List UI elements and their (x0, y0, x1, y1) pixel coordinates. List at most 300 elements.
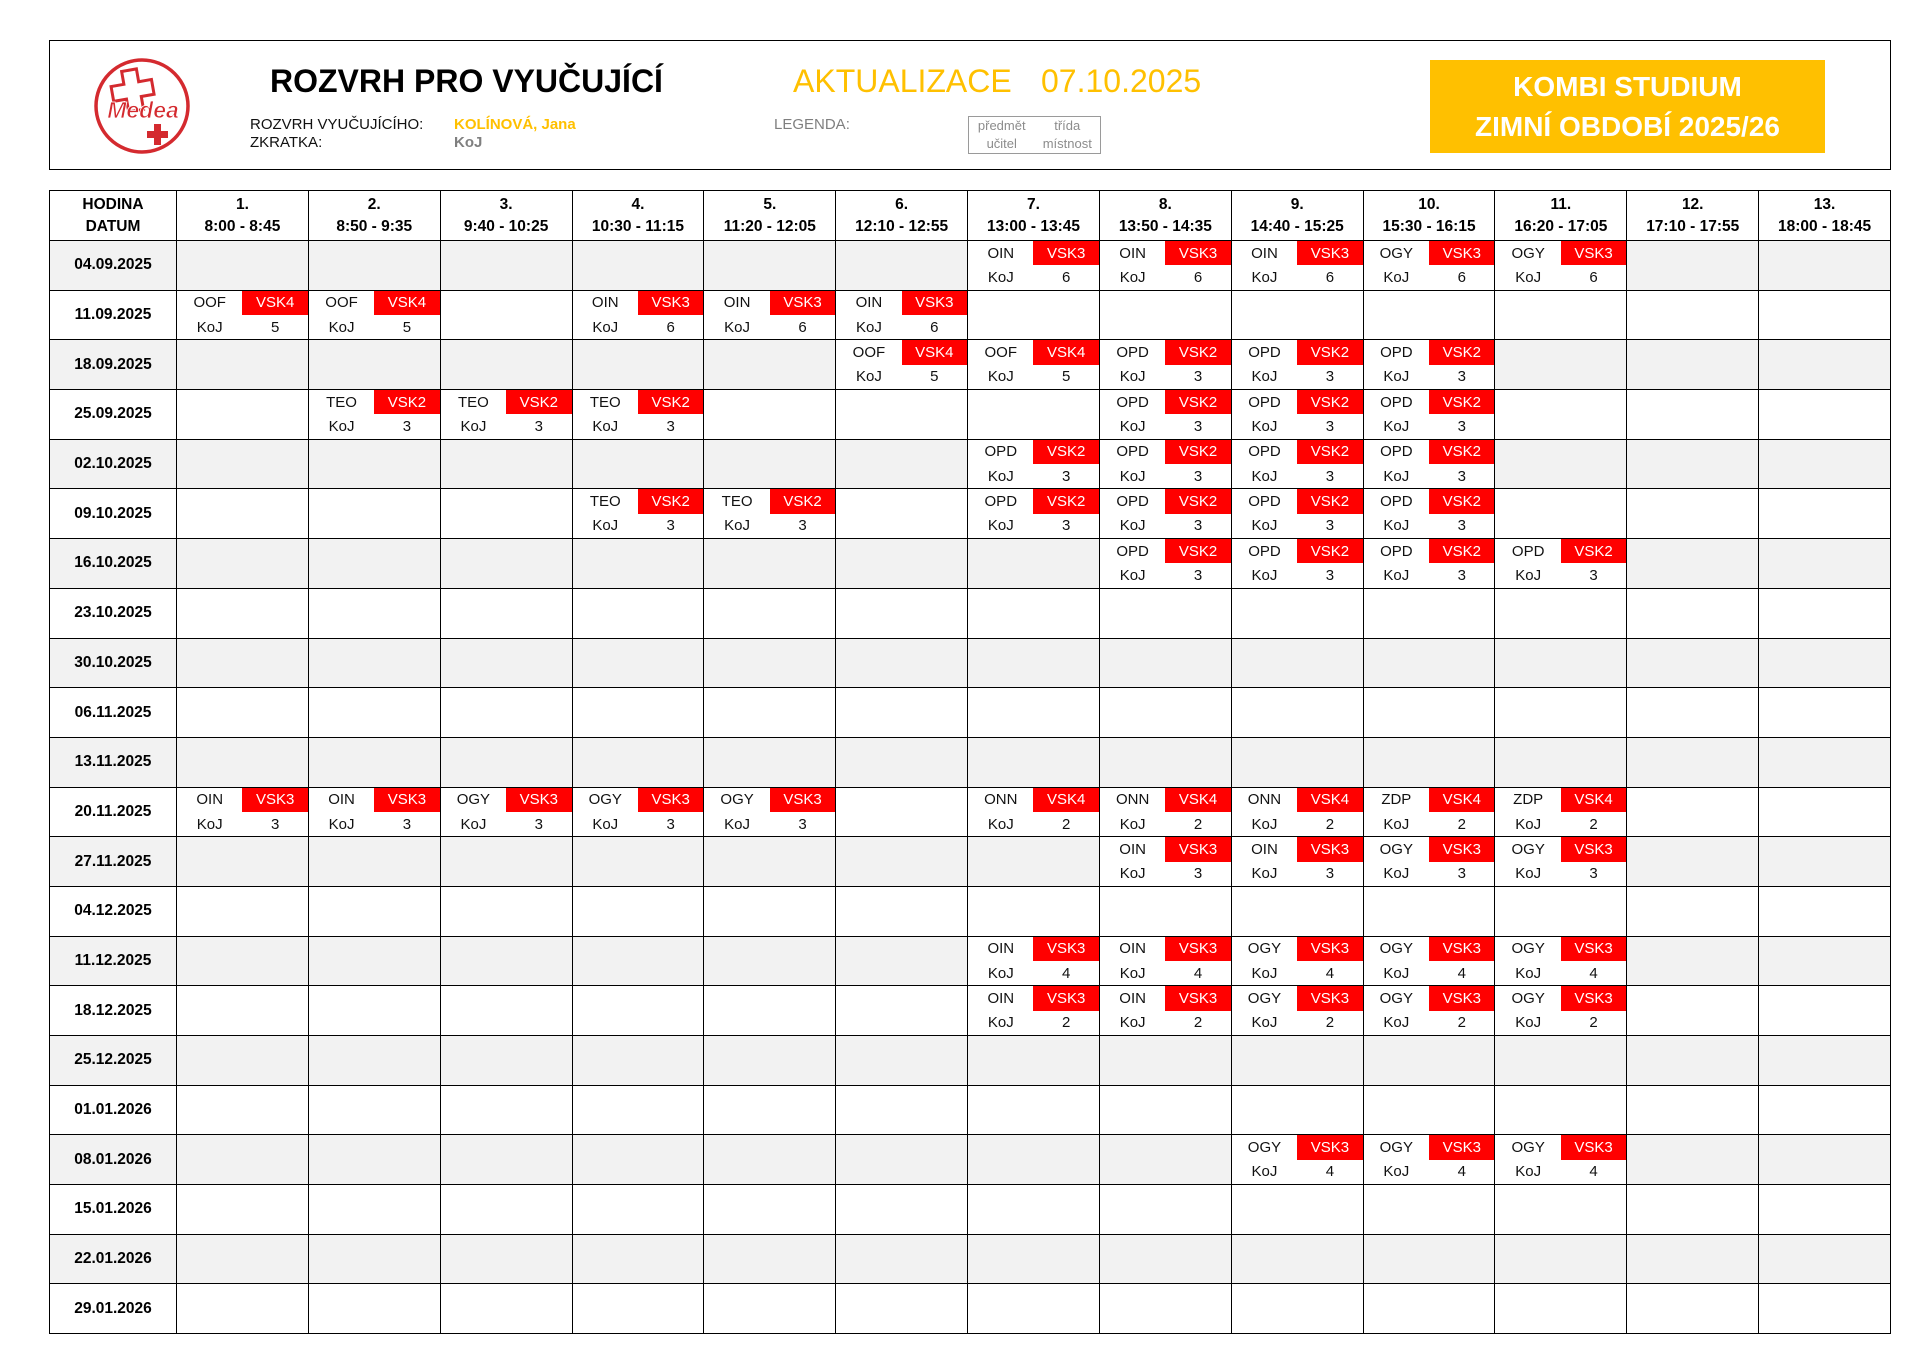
lesson-cell (177, 788, 309, 838)
schedule-cell-empty (309, 639, 441, 689)
date-cell (50, 241, 177, 291)
schedule-cell-empty (1232, 291, 1364, 341)
schedule-cell-empty (836, 1185, 968, 1235)
period-number: 4. (631, 195, 645, 213)
period-header-cell (968, 191, 1100, 241)
teacher-abbreviation: KoJ (454, 134, 483, 151)
schedule-cell-empty (1495, 340, 1627, 390)
date-label: 20.11.2025 (74, 802, 152, 820)
lesson-class-badge: VSK2 (374, 390, 439, 414)
lesson-room: 2 (1589, 1014, 1598, 1032)
schedule-cell-empty (836, 788, 968, 838)
date-label: 27.11.2025 (74, 852, 152, 870)
lesson-class-badge: VSK2 (770, 489, 835, 513)
schedule-cell-empty (309, 837, 441, 887)
lesson-teacher: KoJ (1251, 964, 1278, 982)
schedule-cell-empty (1627, 887, 1759, 937)
lesson-room: 3 (1325, 865, 1335, 883)
period-number: 6. (895, 195, 909, 213)
lesson-cell (704, 291, 836, 341)
date-label: 25.12.2025 (74, 1051, 152, 1069)
schedule-cell-empty (704, 390, 836, 440)
lesson-class-badge: VSK2 (1165, 539, 1230, 563)
schedule-cell-empty (968, 639, 1100, 689)
lesson-class-badge: VSK3 (770, 788, 835, 812)
lesson-cell (309, 291, 441, 341)
lesson-room: 5 (402, 318, 412, 336)
lesson-teacher: KoJ (1383, 815, 1410, 833)
period-time: 16:20 - 17:05 (1514, 217, 1608, 235)
lesson-room: 4 (1325, 1163, 1335, 1181)
lesson-teacher: KoJ (1251, 269, 1278, 287)
lesson-subject: OIN (328, 791, 355, 809)
page-title: ROZVRH PRO VYUČUJÍCÍ (270, 63, 663, 99)
lesson-class-badge: VSK2 (1297, 489, 1362, 513)
date-cell (50, 738, 177, 788)
schedule-cell-empty (573, 639, 705, 689)
lesson-teacher: KoJ (196, 815, 223, 833)
schedule-cell-empty (704, 837, 836, 887)
schedule-cell-empty (309, 887, 441, 937)
lesson-class-badge: VSK3 (1561, 937, 1626, 961)
lesson-subject: OIN (1251, 840, 1278, 858)
lesson-teacher: KoJ (328, 318, 355, 336)
lesson-teacher: KoJ (1383, 269, 1410, 287)
schedule-cell-empty (1759, 440, 1891, 490)
schedule-cell-empty (573, 539, 705, 589)
schedule-cell-empty (1495, 390, 1627, 440)
lesson-room: 6 (666, 318, 675, 336)
schedule-cell-empty (573, 1185, 705, 1235)
period-number: 7. (1027, 195, 1040, 213)
lesson-room: 4 (1589, 1163, 1598, 1181)
schedule-cell-empty (1364, 1086, 1496, 1136)
schedule-grid (49, 190, 1891, 1334)
lesson-cell (968, 340, 1100, 390)
schedule-cell-empty (836, 1036, 968, 1086)
lesson-room: 3 (1457, 517, 1466, 535)
lesson-subject: OPD (1248, 344, 1281, 362)
lesson-class-badge: VSK2 (1165, 340, 1230, 364)
period-time: 8:50 - 9:35 (336, 217, 413, 235)
date-label: 22.01.2026 (74, 1250, 152, 1268)
schedule-cell-empty (1495, 440, 1627, 490)
schedule-cell-empty (1759, 837, 1891, 887)
lesson-class-badge: VSK3 (1429, 1135, 1494, 1159)
schedule-cell-empty (1364, 639, 1496, 689)
date-cell (50, 440, 177, 490)
schedule-cell-empty (1232, 1284, 1364, 1334)
lesson-teacher: KoJ (987, 964, 1014, 982)
schedule-cell-empty (441, 440, 573, 490)
lesson-subject: OGY (456, 791, 491, 809)
lesson-room: 3 (798, 815, 807, 833)
schedule-cell-empty (309, 1284, 441, 1334)
update-label: AKTUALIZACE (793, 63, 1012, 99)
lesson-subject: OIN (1119, 989, 1146, 1007)
lesson-teacher: KoJ (1119, 865, 1146, 883)
lesson-cell (1100, 788, 1232, 838)
schedule-cell-empty (177, 241, 309, 291)
schedule-cell-empty (441, 986, 573, 1036)
lesson-subject: OGY (588, 791, 622, 809)
lesson-teacher: KoJ (1119, 368, 1146, 386)
lesson-cell (1495, 539, 1627, 589)
schedule-cell-empty (1495, 639, 1627, 689)
schedule-cell-empty (1627, 1235, 1759, 1285)
lesson-cell (836, 340, 968, 390)
lesson-room: 3 (402, 418, 412, 436)
schedule-cell-empty (704, 887, 836, 937)
date-label: 11.12.2025 (74, 951, 152, 969)
date-cell (50, 688, 177, 738)
date-label: 08.01.2026 (74, 1150, 152, 1168)
period-number: 5. (763, 195, 777, 213)
legend-class: třída (1054, 118, 1081, 133)
schedule-cell-empty (1364, 1185, 1496, 1235)
lesson-subject: OGY (1247, 940, 1282, 958)
lesson-class-badge: VSK3 (1429, 837, 1494, 861)
lesson-teacher: KoJ (1383, 368, 1410, 386)
schedule-cell-empty (573, 688, 705, 738)
schedule-cell-empty (1495, 887, 1627, 937)
schedule-cell-empty (704, 1086, 836, 1136)
lesson-subject: OPD (1248, 393, 1281, 411)
lesson-cell (968, 440, 1100, 490)
lesson-cell (1232, 837, 1364, 887)
schedule-cell-empty (704, 1185, 836, 1235)
schedule-cell-empty (309, 340, 441, 390)
lesson-teacher: KoJ (1251, 467, 1278, 485)
schedule-cell-empty (704, 241, 836, 291)
schedule-cell-empty (836, 837, 968, 887)
schedule-cell-empty (309, 1185, 441, 1235)
schedule-cell-empty (968, 589, 1100, 639)
schedule-cell-empty (1627, 986, 1759, 1036)
schedule-cell-empty (573, 1036, 705, 1086)
lesson-cell (1232, 1135, 1364, 1185)
lesson-cell (968, 986, 1100, 1036)
schedule-cell-empty (573, 1086, 705, 1136)
lesson-subject: OGY (1511, 940, 1545, 958)
schedule-cell-empty (968, 688, 1100, 738)
period-time: 9:40 - 10:25 (463, 217, 549, 235)
lesson-teacher: KoJ (1383, 1163, 1410, 1181)
schedule-cell-empty (441, 1135, 573, 1185)
period-time: 10:30 - 11:15 (591, 217, 685, 235)
schedule-cell-empty (1759, 291, 1891, 341)
lesson-teacher: KoJ (592, 418, 619, 436)
lesson-teacher: KoJ (1119, 517, 1146, 535)
lesson-room: 2 (1457, 1014, 1466, 1032)
schedule-cell-empty (704, 539, 836, 589)
lesson-subject: OPD (984, 443, 1018, 461)
period-number: 8. (1158, 195, 1172, 213)
schedule-cell-empty (177, 986, 309, 1036)
schedule-cell-empty (441, 1235, 573, 1285)
schedule-cell-empty (1627, 688, 1759, 738)
lesson-teacher: KoJ (1383, 964, 1410, 982)
schedule-cell-empty (836, 1235, 968, 1285)
lesson-room: 5 (1062, 368, 1071, 386)
lesson-teacher: KoJ (724, 318, 751, 336)
lesson-cell (1364, 837, 1496, 887)
lesson-subject: OGY (1379, 989, 1413, 1007)
lesson-teacher: KoJ (1119, 964, 1146, 982)
schedule-cell-empty (573, 986, 705, 1036)
lesson-cell (1495, 241, 1627, 291)
schedule-cell-empty (441, 589, 573, 639)
period-number: 1. (235, 195, 249, 213)
lesson-class-badge: VSK2 (638, 489, 703, 513)
lesson-class-badge: VSK3 (1165, 937, 1230, 961)
lesson-class-badge: VSK3 (242, 788, 307, 812)
lesson-cell (1100, 390, 1232, 440)
lesson-room: 6 (1325, 269, 1335, 287)
schedule-cell-empty (704, 589, 836, 639)
legend-box (968, 116, 1101, 154)
schedule-cell-empty (1100, 291, 1232, 341)
schedule-cell-empty (309, 1235, 441, 1285)
schedule-cell-empty (836, 1284, 968, 1334)
period-time: 15:30 - 16:15 (1382, 217, 1476, 235)
lesson-class-badge: VSK3 (1033, 986, 1098, 1010)
schedule-cell-empty (1495, 738, 1627, 788)
schedule-cell-empty (573, 1284, 705, 1334)
lesson-class-badge: VSK2 (1429, 539, 1494, 563)
date-cell (50, 1135, 177, 1185)
lesson-class-badge: VSK3 (1297, 241, 1362, 265)
schedule-cell-empty (1495, 1185, 1627, 1235)
lesson-room: 3 (666, 418, 675, 436)
lesson-room: 5 (270, 318, 280, 336)
lesson-subject: OIN (987, 940, 1015, 958)
period-time: 8:00 - 8:45 (204, 217, 281, 235)
lesson-teacher: KoJ (1119, 567, 1146, 585)
date-cell (50, 390, 177, 440)
period-header-cell (704, 191, 836, 241)
schedule-cell-empty (441, 291, 573, 341)
lesson-teacher: KoJ (196, 318, 223, 336)
lesson-subject: OOF (325, 294, 358, 312)
schedule-cell-empty (1495, 291, 1627, 341)
lesson-cell (1232, 390, 1364, 440)
lesson-room: 6 (1589, 269, 1598, 287)
lesson-class-badge: VSK4 (1033, 788, 1098, 812)
lesson-subject: OPD (1248, 443, 1281, 461)
schedule-cell-empty (968, 539, 1100, 589)
schedule-cell-empty (968, 1086, 1100, 1136)
schedule-cell-empty (1759, 1135, 1891, 1185)
lesson-class-badge: VSK4 (1429, 788, 1494, 812)
legend-label: LEGENDA: (774, 116, 850, 133)
period-header-cell (1364, 191, 1496, 241)
schedule-cell-empty (836, 1135, 968, 1185)
date-label: 16.10.2025 (74, 554, 152, 572)
period-header-cell (1627, 191, 1759, 241)
date-cell (50, 788, 177, 838)
lesson-subject: OGY (1379, 1139, 1413, 1157)
lesson-teacher: KoJ (460, 418, 487, 436)
lesson-subject: OGY (1379, 940, 1413, 958)
schedule-cell-empty (1627, 1284, 1759, 1334)
lesson-teacher: KoJ (724, 517, 751, 535)
lesson-class-badge: VSK2 (1297, 539, 1362, 563)
lesson-cell (1364, 489, 1496, 539)
schedule-cell-empty (1627, 738, 1759, 788)
schedule-cell-empty (573, 241, 705, 291)
date-label: 18.12.2025 (74, 1001, 152, 1019)
lesson-class-badge: VSK2 (1165, 390, 1230, 414)
lesson-class-badge: VSK2 (1429, 390, 1494, 414)
date-cell (50, 1036, 177, 1086)
date-cell (50, 837, 177, 887)
schedule-cell-empty (704, 639, 836, 689)
schedule-cell-empty (309, 986, 441, 1036)
schedule-cell-empty (1627, 440, 1759, 490)
schedule-cell-empty (441, 738, 573, 788)
date-cell (50, 489, 177, 539)
schedule-cell-empty (573, 340, 705, 390)
lesson-subject: OIN (723, 294, 751, 312)
schedule-cell-empty (704, 340, 836, 390)
lesson-subject: OGY (1511, 840, 1545, 858)
schedule-cell-empty (1364, 1284, 1496, 1334)
date-label: 30.10.2025 (74, 653, 152, 671)
lesson-teacher: KoJ (856, 368, 882, 386)
schedule-cell-empty (836, 1086, 968, 1136)
lesson-teacher: KoJ (987, 368, 1014, 386)
lesson-cell (309, 788, 441, 838)
lesson-class-badge: VSK3 (1297, 986, 1362, 1010)
date-cell (50, 539, 177, 589)
schedule-cell-empty (968, 837, 1100, 887)
period-time: 13:00 - 13:45 (986, 217, 1081, 235)
date-label: 06.11.2025 (74, 703, 152, 721)
lesson-cell (1364, 788, 1496, 838)
period-time: 12:10 - 12:55 (855, 217, 949, 235)
lesson-room: 3 (1193, 418, 1203, 436)
schedule-cell-empty (1364, 688, 1496, 738)
period-header-cell (1232, 191, 1364, 241)
lesson-cell (1495, 937, 1627, 987)
schedule-cell-empty (704, 440, 836, 490)
schedule-cell-empty (1627, 639, 1759, 689)
schedule-cell-empty (177, 1036, 309, 1086)
schedule-cell-empty (1100, 1086, 1232, 1136)
schedule-cell-empty (968, 1036, 1100, 1086)
schedule-cell-empty (1627, 489, 1759, 539)
lesson-teacher: KoJ (987, 815, 1014, 833)
lesson-room: 3 (1325, 418, 1335, 436)
lesson-teacher: KoJ (1383, 418, 1410, 436)
schedule-cell-empty (441, 1284, 573, 1334)
lesson-room: 3 (1325, 567, 1335, 585)
schedule-cell-empty (1364, 1036, 1496, 1086)
schedule-cell-empty (441, 489, 573, 539)
period-number: 11. (1550, 195, 1572, 213)
schedule-cell-empty (1100, 738, 1232, 788)
schedule-cell-empty (1759, 887, 1891, 937)
schedule-cell-empty (177, 1135, 309, 1185)
lesson-class-badge: VSK3 (1297, 837, 1362, 861)
schedule-cell-empty (1232, 1185, 1364, 1235)
schedule-cell-empty (1759, 986, 1891, 1036)
period-header-cell (1495, 191, 1627, 241)
lesson-room: 3 (1193, 467, 1203, 485)
schedule-cell-empty (1232, 1235, 1364, 1285)
schedule-cell-empty (968, 887, 1100, 937)
schedule-cell-empty (441, 937, 573, 987)
schedule-cell-empty (1100, 1185, 1232, 1235)
lesson-teacher: KoJ (1119, 418, 1146, 436)
schedule-cell-empty (704, 986, 836, 1036)
lesson-room: 6 (1193, 269, 1203, 287)
date-cell (50, 1284, 177, 1334)
schedule-cell-empty (836, 738, 968, 788)
lesson-class-badge: VSK4 (242, 291, 307, 315)
schedule-cell-empty (573, 1235, 705, 1285)
schedule-cell-empty (1759, 788, 1891, 838)
lesson-teacher: KoJ (987, 467, 1014, 485)
period-time: 14:40 - 15:25 (1250, 217, 1344, 235)
legend-subject: předmět (977, 118, 1026, 133)
lesson-teacher: KoJ (592, 318, 619, 336)
lesson-room: 4 (1062, 964, 1071, 982)
schedule-cell-empty (309, 1036, 441, 1086)
lesson-teacher: KoJ (1515, 567, 1542, 585)
lesson-room: 5 (930, 368, 939, 386)
lesson-class-badge: VSK2 (1165, 489, 1230, 513)
date-cell (50, 887, 177, 937)
lesson-teacher: KoJ (724, 815, 751, 833)
lesson-subject: OPD (1380, 443, 1413, 461)
lesson-subject: ZDP (1381, 791, 1412, 809)
lesson-class-badge: VSK3 (1561, 986, 1626, 1010)
schedule-cell-empty (309, 489, 441, 539)
lesson-class-badge: VSK4 (1165, 788, 1230, 812)
schedule-cell-empty (968, 390, 1100, 440)
schedule-cell-empty (177, 837, 309, 887)
badge-line-study: KOMBI STUDIUM (1513, 70, 1742, 102)
schedule-cell-empty (704, 738, 836, 788)
schedule-cell-empty (441, 539, 573, 589)
schedule-cell-empty (1232, 589, 1364, 639)
lesson-room: 2 (1325, 1014, 1335, 1032)
lesson-room: 3 (270, 815, 280, 833)
lesson-teacher: KoJ (856, 318, 882, 336)
lesson-teacher: KoJ (1251, 865, 1278, 883)
date-cell (50, 589, 177, 639)
schedule-cell-empty (573, 589, 705, 639)
lesson-cell (1100, 241, 1232, 291)
period-time: 13:50 - 14:35 (1118, 217, 1212, 235)
schedule-cell-empty (968, 1185, 1100, 1235)
lesson-subject: OPD (1116, 542, 1149, 560)
lesson-room: 4 (1457, 1163, 1466, 1181)
lesson-class-badge: VSK2 (1429, 489, 1494, 513)
schedule-cell-empty (177, 1284, 309, 1334)
lesson-class-badge: VSK4 (1297, 788, 1362, 812)
schedule-cell-empty (968, 291, 1100, 341)
lesson-cell (1364, 986, 1496, 1036)
schedule-cell-empty (177, 688, 309, 738)
lesson-room: 3 (1062, 517, 1071, 535)
schedule-cell-empty (1495, 688, 1627, 738)
lesson-subject: OIN (1119, 840, 1146, 858)
lesson-teacher: KoJ (1515, 865, 1542, 883)
lesson-teacher: KoJ (1515, 815, 1542, 833)
